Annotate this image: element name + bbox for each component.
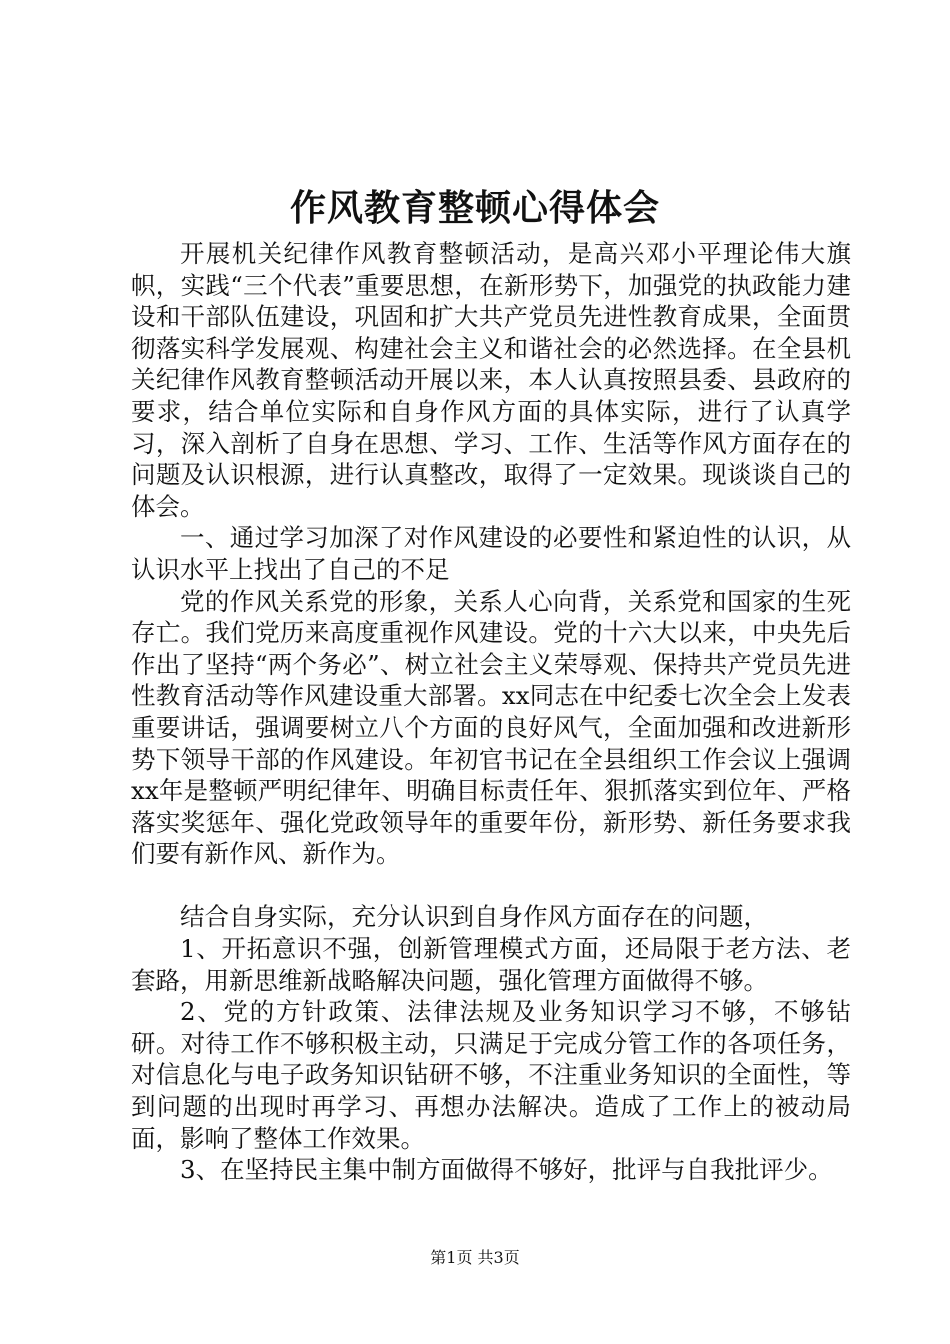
paragraph-party-style: 党的作风关系党的形象，关系人心向背，关系党和国家的生死存亡。我们党历来高度重视作风建设。党的十六大以来，中央先后作出了坚持“两个务必”、树立社会主义荣辱观、保持共产党员先进性教育活动等作风建设重大部署。xx同志在中纪委七次全会上发表重要讲话，强调要树立八个方面的良好风气，全面加强和改进新形势下领导干部的作风建设。年初官书记在全县组织工作会议上强调xx年是整顿严明纪律年、明确目标责任年、狠抓落实到位年、严格落实奖惩年、强化党政领导年的重要年份，新形势、新任务要求我们要有新作风、新作为。 <box>131 586 851 869</box>
document-title: 作风教育整顿心得体会 <box>289 187 660 229</box>
section-heading-1: 一、通过学习加深了对作风建设的必要性和紧迫性的认识，从认识水平上找出了自己的不足 <box>131 523 851 584</box>
page-footer: 第1页 共3页 <box>430 1248 520 1267</box>
paragraph-problems-intro: 结合自身实际，充分认识到自身作风方面存在的问题， <box>180 902 768 932</box>
list-item-problem-3: 3、在坚持民主集中制方面做得不够好，批评与自我批评少。 <box>180 1155 833 1185</box>
list-item-problem-2: 2、党的方针政策、法律法规及业务知识学习不够，不够钻研。对待工作不够积极主动，只满足于完成分管工作的各项任务，对信息化与电子政务知识钻研不够，不注重业务知识的全面性，等到问题的出现时再学习、再想办法解决。造成了工作上的被动局面，影响了整体工作效果。 <box>131 997 851 1153</box>
document-body <box>131 238 851 1186</box>
list-item-problem-1: 1、开拓意识不强，创新管理模式方面，还局限于老方法、老套路，用新思维新战略解决问题，强化管理方面做得不够。 <box>131 934 851 995</box>
paragraph-intro: 开展机关纪律作风教育整顿活动，是高兴邓小平理论伟大旗帜，实践“三个代表”重要思想，在新形势下，加强党的执政能力建设和干部队伍建设，巩固和扩大共产党员先进性教育成果，全面贯彻落实科学发展观、构建社会主义和谐社会的必然选择。在全县机关纪律作风教育整顿活动开展以来，本人认真按照县委、县政府的要求，结合单位实际和自身作风方面的具体实际，进行了认真学习，深入剖析了自身在思想、学习、工作、生活等作风方面存在的问题及认识根源，进行认真整改，取得了一定效果。现谈谈自己的体会。 <box>131 239 851 521</box>
